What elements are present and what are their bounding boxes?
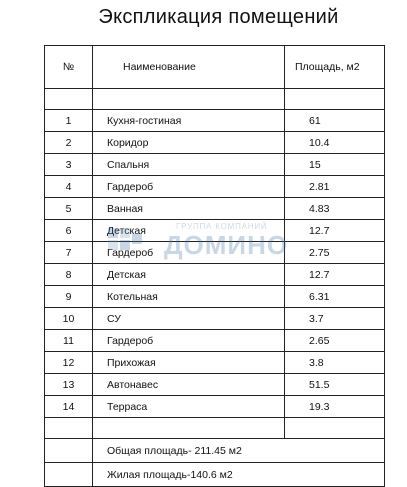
room-area: 6.31 bbox=[285, 286, 385, 308]
room-name: Котельная bbox=[93, 286, 285, 308]
room-num: 13 bbox=[45, 374, 93, 396]
room-area: 3.7 bbox=[285, 308, 385, 330]
total-area: Общая площадь- 211.45 м2 bbox=[93, 439, 385, 463]
room-name: Детская bbox=[93, 264, 285, 286]
table-row bbox=[45, 308, 385, 330]
table-header-row bbox=[45, 46, 385, 89]
room-area: 2.81 bbox=[285, 176, 385, 198]
table-row bbox=[45, 132, 385, 154]
header-area: Площадь, м2 bbox=[285, 46, 385, 89]
room-area: 51.5 bbox=[285, 374, 385, 396]
room-name: Спальня bbox=[93, 154, 285, 176]
watermark-big-text: ДОМИНО bbox=[164, 230, 289, 260]
room-area: 61 bbox=[285, 110, 385, 132]
room-num: 1 bbox=[45, 110, 93, 132]
room-name: Ванная bbox=[93, 198, 285, 220]
table-row bbox=[45, 396, 385, 418]
room-name: Прихожая bbox=[93, 352, 285, 374]
room-num: 5 bbox=[45, 198, 93, 220]
room-area: 15 bbox=[285, 154, 385, 176]
table-row bbox=[45, 242, 385, 264]
table-row bbox=[45, 264, 385, 286]
page-title: Экспликация помещений bbox=[98, 6, 339, 28]
room-area: 4.83 bbox=[285, 198, 385, 220]
room-name: Кухня-гостиная bbox=[93, 110, 285, 132]
table-row-empty bbox=[45, 418, 385, 439]
room-num: 7 bbox=[45, 242, 93, 264]
room-num: 4 bbox=[45, 176, 93, 198]
table-footer bbox=[45, 418, 385, 487]
room-num: 11 bbox=[45, 330, 93, 352]
room-num: 12 bbox=[45, 352, 93, 374]
room-name: Гардероб bbox=[93, 176, 285, 198]
table-row bbox=[45, 330, 385, 352]
room-num: 6 bbox=[45, 220, 93, 242]
room-name: Гардероб bbox=[93, 242, 285, 264]
table-row bbox=[45, 176, 385, 198]
room-num: 14 bbox=[45, 396, 93, 418]
room-name: Терраса bbox=[93, 396, 285, 418]
explication-sheet bbox=[44, 45, 384, 480]
room-area: 10.4 bbox=[285, 132, 385, 154]
room-name: Детская bbox=[93, 220, 285, 242]
total-area-row bbox=[45, 439, 385, 463]
room-area: 19.3 bbox=[285, 396, 385, 418]
table-row bbox=[45, 220, 385, 242]
table-row bbox=[45, 110, 385, 132]
watermark-small-text: ГРУППА КОМПАНИЙ bbox=[176, 222, 268, 231]
table-row bbox=[45, 352, 385, 374]
table-row-empty bbox=[45, 89, 385, 110]
room-area: 2.75 bbox=[285, 242, 385, 264]
explication-table bbox=[44, 45, 385, 487]
room-area: 12.7 bbox=[285, 220, 385, 242]
room-num: 9 bbox=[45, 286, 93, 308]
room-area: 3.8 bbox=[285, 352, 385, 374]
room-name: Коридор bbox=[93, 132, 285, 154]
table-row bbox=[45, 374, 385, 396]
room-name: Автонавес bbox=[93, 374, 285, 396]
room-num: 3 bbox=[45, 154, 93, 176]
room-area: 12.7 bbox=[285, 264, 385, 286]
room-num: 8 bbox=[45, 264, 93, 286]
table-row bbox=[45, 286, 385, 308]
table-body bbox=[45, 89, 385, 418]
room-num: 10 bbox=[45, 308, 93, 330]
room-name: СУ bbox=[93, 308, 285, 330]
header-name: Наименование bbox=[93, 46, 285, 89]
living-area: Жилая площадь-140.6 м2 bbox=[93, 463, 385, 487]
header-num: № bbox=[45, 46, 93, 89]
table-row bbox=[45, 198, 385, 220]
room-name: Гардероб bbox=[93, 330, 285, 352]
living-area-row bbox=[45, 463, 385, 487]
room-area: 2.65 bbox=[285, 330, 385, 352]
room-num: 2 bbox=[45, 132, 93, 154]
table-row bbox=[45, 154, 385, 176]
